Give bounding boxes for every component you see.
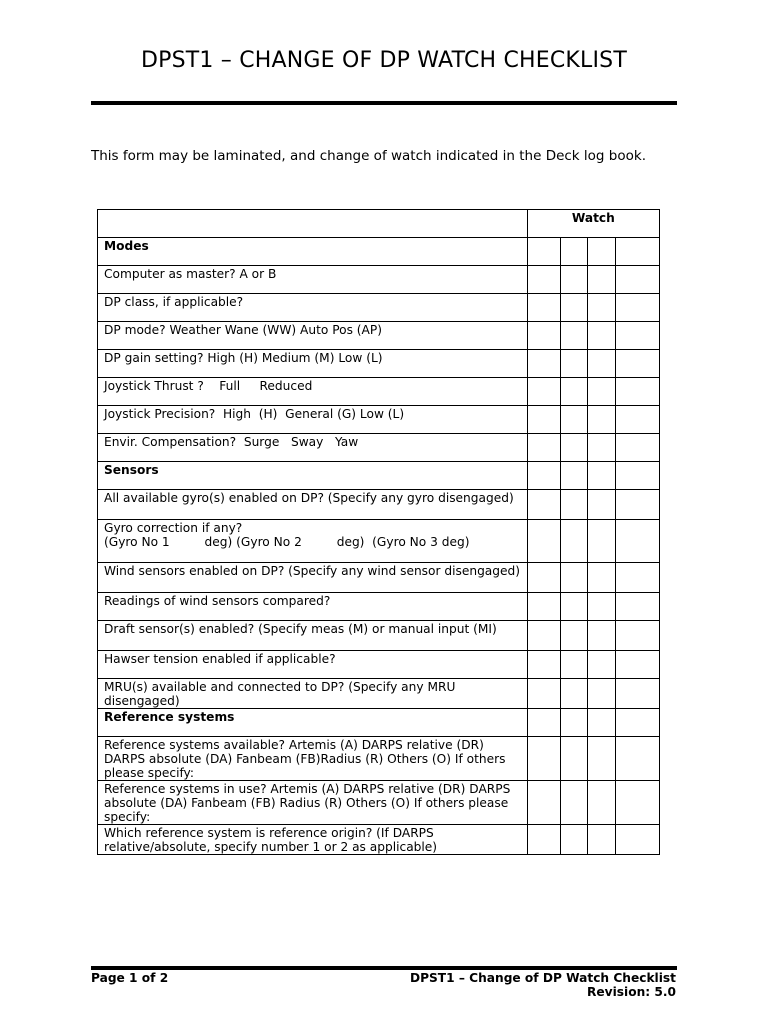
watch-check-cell-4[interactable] — [615, 737, 659, 781]
checklist-item-label: DP mode? Weather Wane (WW) Auto Pos (AP) — [98, 322, 528, 350]
watch-check-cell-4[interactable] — [615, 825, 659, 855]
checklist-item-label: Which reference system is reference origin? (If DARPS relative/absolute, specify number 1 or 2 as applicable) — [98, 825, 528, 855]
watch-check-cell-4[interactable] — [615, 294, 659, 322]
watch-check-cell-4[interactable] — [615, 563, 659, 593]
table-row — [98, 593, 660, 621]
watch-check-cell-2[interactable] — [560, 238, 587, 266]
footer-doc-info — [410, 971, 676, 999]
table-header-row — [98, 210, 660, 238]
watch-check-cell-4[interactable] — [615, 490, 659, 520]
checklist-item-label: Readings of wind sensors compared? — [98, 593, 528, 621]
checklist-item-label: MRU(s) available and connected to DP? (Specify any MRU disengaged) — [98, 679, 528, 709]
checklist-item-label: Wind sensors enabled on DP? (Specify any wind sensor disengaged) — [98, 563, 528, 593]
watch-check-cell-2[interactable] — [560, 709, 587, 737]
watch-check-cell-2[interactable] — [560, 378, 587, 406]
watch-check-cell-4[interactable] — [615, 406, 659, 434]
watch-check-cell-4[interactable] — [615, 350, 659, 378]
watch-check-cell-3[interactable] — [588, 266, 615, 294]
watch-check-cell-1[interactable] — [527, 378, 560, 406]
watch-check-cell-2[interactable] — [560, 350, 587, 378]
watch-check-cell-1[interactable] — [527, 520, 560, 563]
watch-check-cell-1[interactable] — [527, 434, 560, 462]
watch-check-cell-2[interactable] — [560, 563, 587, 593]
watch-check-cell-2[interactable] — [560, 781, 587, 825]
watch-check-cell-1[interactable] — [527, 651, 560, 679]
checklist-item-label: Computer as master? A or B — [98, 266, 528, 294]
watch-check-cell-2[interactable] — [560, 737, 587, 781]
table-row — [98, 322, 660, 350]
checklist-item-label: Gyro correction if any? (Gyro No 1 deg) (Gyro No 2 deg) (Gyro No 3 deg) — [98, 520, 528, 563]
checklist-item-label: All available gyro(s) enabled on DP? (Specify any gyro disengaged) — [98, 490, 528, 520]
watch-check-cell-2[interactable] — [560, 679, 587, 709]
table-row — [98, 737, 660, 781]
watch-check-cell-2[interactable] — [560, 266, 587, 294]
document-title: DPST1 – CHANGE OF DP WATCH CHECKLIST — [141, 48, 627, 73]
watch-check-cell-3[interactable] — [588, 563, 615, 593]
watch-check-cell-2[interactable] — [560, 490, 587, 520]
watch-check-cell-1[interactable] — [527, 709, 560, 737]
watch-check-cell-4[interactable] — [615, 781, 659, 825]
watch-check-cell-2[interactable] — [560, 593, 587, 621]
watch-check-cell-1[interactable] — [527, 462, 560, 490]
watch-check-cell-1[interactable] — [527, 294, 560, 322]
watch-check-cell-3[interactable] — [588, 350, 615, 378]
watch-check-cell-4[interactable] — [615, 709, 659, 737]
watch-check-cell-3[interactable] — [588, 781, 615, 825]
table-row — [98, 621, 660, 651]
watch-check-cell-1[interactable] — [527, 350, 560, 378]
watch-check-cell-3[interactable] — [588, 621, 615, 651]
watch-check-cell-3[interactable] — [588, 679, 615, 709]
watch-check-cell-1[interactable] — [527, 593, 560, 621]
watch-check-cell-1[interactable] — [527, 781, 560, 825]
watch-check-cell-2[interactable] — [560, 520, 587, 563]
table-row — [98, 520, 660, 563]
section-header-row — [98, 462, 660, 490]
table-row — [98, 434, 660, 462]
watch-check-cell-3[interactable] — [588, 490, 615, 520]
watch-check-cell-2[interactable] — [560, 434, 587, 462]
section-label: Modes — [98, 238, 528, 266]
watch-check-cell-1[interactable] — [527, 322, 560, 350]
watch-check-cell-4[interactable] — [615, 434, 659, 462]
table-row — [98, 378, 660, 406]
watch-check-cell-4[interactable] — [615, 238, 659, 266]
watch-checklist-table — [97, 209, 660, 855]
watch-header: Watch — [527, 210, 659, 238]
watch-check-cell-2[interactable] — [560, 651, 587, 679]
watch-check-cell-3[interactable] — [588, 378, 615, 406]
watch-check-cell-1[interactable] — [527, 679, 560, 709]
table-row — [98, 294, 660, 322]
watch-check-cell-1[interactable] — [527, 238, 560, 266]
watch-check-cell-3[interactable] — [588, 737, 615, 781]
checklist-item-label: Envir. Compensation? Surge Sway Yaw — [98, 434, 528, 462]
footer-doc-name: DPST1 – Change of DP Watch Checklist — [409, 971, 676, 985]
watch-check-cell-4[interactable] — [615, 266, 659, 294]
watch-check-cell-4[interactable] — [615, 593, 659, 621]
table-row — [98, 266, 660, 294]
page-number: Page 1 of 2 — [91, 971, 169, 985]
checklist-item-label: Reference systems available? Artemis (A) DARPS relative (DR) DARPS absolute (DA) Fanbeam (FB)Radius (R) Others (O) If others please specify: — [98, 737, 528, 781]
watch-check-cell-3[interactable] — [588, 651, 615, 679]
watch-check-cell-1[interactable] — [527, 621, 560, 651]
table-row — [98, 825, 660, 855]
footer-revision: Revision: 5.0 — [587, 985, 676, 999]
checklist-item-label: Hawser tension enabled if applicable? — [98, 651, 528, 679]
watch-check-cell-1[interactable] — [527, 563, 560, 593]
table-row — [98, 781, 660, 825]
section-label: Reference systems — [98, 709, 528, 737]
header-blank-cell — [98, 210, 528, 238]
watch-check-cell-4[interactable] — [615, 651, 659, 679]
watch-check-cell-1[interactable] — [527, 825, 560, 855]
watch-check-cell-4[interactable] — [615, 322, 659, 350]
section-header-row — [98, 709, 660, 737]
section-header-row — [98, 238, 660, 266]
watch-check-cell-4[interactable] — [615, 679, 659, 709]
intro-text: This form may be laminated, and change of watch indicated in the Deck log book. — [91, 148, 646, 164]
watch-check-cell-3[interactable] — [588, 238, 615, 266]
watch-check-cell-3[interactable] — [588, 406, 615, 434]
watch-check-cell-1[interactable] — [527, 490, 560, 520]
watch-check-cell-3[interactable] — [588, 593, 615, 621]
table-row — [98, 679, 660, 709]
watch-check-cell-2[interactable] — [560, 825, 587, 855]
watch-check-cell-3[interactable] — [588, 520, 615, 563]
watch-check-cell-4[interactable] — [615, 378, 659, 406]
watch-check-cell-3[interactable] — [588, 825, 615, 855]
checklist-item-label: Joystick Precision? High (H) General (G) Low (L) — [98, 406, 528, 434]
watch-check-cell-3[interactable] — [588, 322, 615, 350]
watch-check-cell-2[interactable] — [560, 406, 587, 434]
checklist-item-label: DP gain setting? High (H) Medium (M) Low (L) — [98, 350, 528, 378]
watch-check-cell-4[interactable] — [615, 520, 659, 563]
table-row — [98, 563, 660, 593]
table-row — [98, 490, 660, 520]
checklist-item-label: Draft sensor(s) enabled? (Specify meas (M) or manual input (MI) — [98, 621, 528, 651]
watch-check-cell-1[interactable] — [527, 737, 560, 781]
checklist-item-label: DP class, if applicable? — [98, 294, 528, 322]
table-row — [98, 406, 660, 434]
checklist-item-label: Reference systems in use? Artemis (A) DARPS relative (DR) DARPS absolute (DA) Fanbeam (FB) Radius (R) Others (O) If others please specify: — [98, 781, 528, 825]
watch-check-cell-2[interactable] — [560, 294, 587, 322]
watch-check-cell-3[interactable] — [588, 709, 615, 737]
watch-check-cell-1[interactable] — [527, 266, 560, 294]
footer-divider — [91, 966, 677, 970]
watch-check-cell-1[interactable] — [527, 406, 560, 434]
header-divider — [91, 101, 677, 105]
watch-check-cell-3[interactable] — [588, 294, 615, 322]
watch-check-cell-4[interactable] — [615, 621, 659, 651]
table-row — [98, 651, 660, 679]
watch-check-cell-3[interactable] — [588, 434, 615, 462]
section-label: Sensors — [98, 462, 528, 490]
checklist-item-label: Joystick Thrust ? Full Reduced — [98, 378, 528, 406]
watch-check-cell-2[interactable] — [560, 621, 587, 651]
watch-check-cell-3[interactable] — [588, 462, 615, 490]
watch-check-cell-4[interactable] — [615, 462, 659, 490]
watch-check-cell-2[interactable] — [560, 462, 587, 490]
watch-check-cell-2[interactable] — [560, 322, 587, 350]
table-row — [98, 350, 660, 378]
